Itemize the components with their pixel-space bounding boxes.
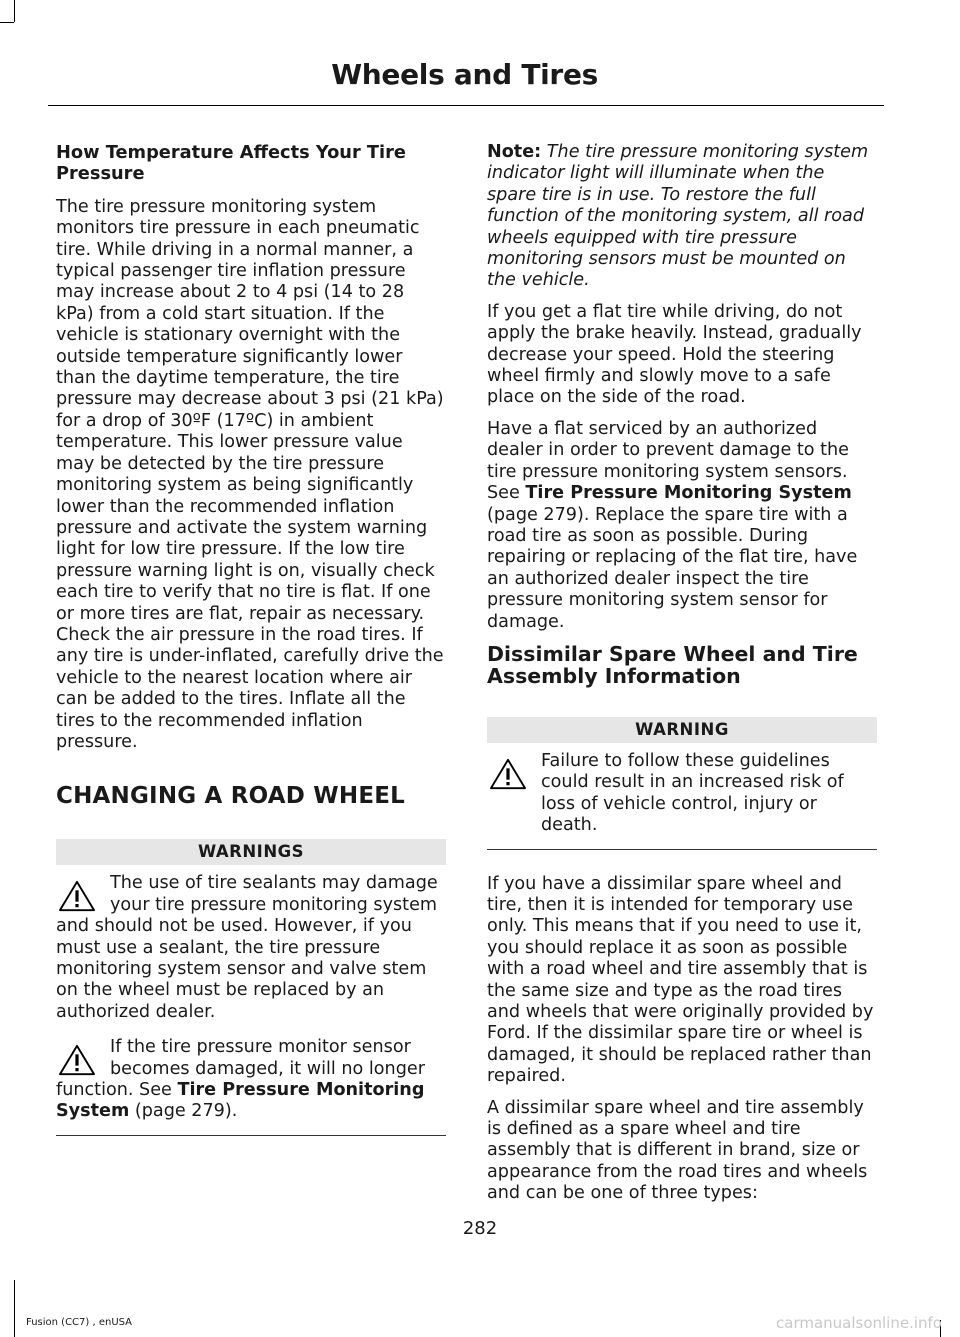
warnings-header: WARNINGS xyxy=(56,839,446,865)
crop-mark xyxy=(14,1280,15,1337)
warning-sealant-text: The use of tire sealants may damage your tire pressure monitoring system and should not be used. However, if you must use a sealant, the tire pressure monitoring system sensor and valve stem on the wheel must be replaced by an authorized dealer. xyxy=(56,873,438,1022)
definition-paragraph: A dissimilar spare wheel and tire assembly is defined as a spare wheel and tire assembly that is different in brand, size or appearance from the road tires and wheels and can be one of three types: xyxy=(487,1097,868,1204)
warnings-divider xyxy=(56,1135,446,1136)
temperature-paragraph: The tire pressure monitoring system monitors tire pressure in each pneumatic tire. While driving in a normal manner, a typical passenger tire inflation pressure may increase about 2 to 4 psi (14 to 28 kPa) from a cold start situation. If the vehicle is stationary overnight with the outside temperature significantly lower than the daytime temperature, the tire pressure may decrease about 3 psi (21 kPa) for a drop of 30ºF (17ºC) in ambient temperature. This lower pressure value may be detected by the tire pressure monitoring system as being significantly lower than the recommended inflation pressure and activate the system warning light for low tire pressure. If the low tire pressure warning light is on, visually check each tire to verify that no tire is flat. If one or more tires are flat, repair as necessary. Check the air pressure in the road tires. If any tire is under-inflated, carefully drive the vehicle to the nearest location where air can be added to the tires. Inflate all the tires to the recommended inflation pressure. xyxy=(56,196,444,752)
section-title-changing-wheel: CHANGING A ROAD WHEEL xyxy=(56,783,405,810)
warning-divider xyxy=(487,849,877,850)
service-text: Have a flat serviced by an authorized dealer in order to prevent damage to the tire pressure monitoring system sensors. See xyxy=(487,418,850,504)
warning-triangle-icon xyxy=(58,1043,96,1077)
page-number: 282 xyxy=(462,1218,498,1239)
tpms-link[interactable]: Tire Pressure Monitoring System xyxy=(56,1080,425,1122)
temperature-subhead: How Temperature Affects Your Tire Pressure xyxy=(56,142,406,185)
warning-item xyxy=(487,751,877,837)
note-label: Note: xyxy=(487,142,542,162)
warning-header: WARNING xyxy=(487,717,877,743)
crop-mark xyxy=(14,0,15,22)
header-divider xyxy=(48,105,884,106)
service-text-cont: (page 279). Replace the spare tire with a road tire as soon as possible. During repairing or replacing of the flat tire, have an authorized dealer inspect the tire pressure monitoring system sensor for damage. xyxy=(487,504,858,632)
warning-triangle-icon xyxy=(58,879,96,913)
section-title-dissimilar-spare: Dissimilar Spare Wheel and Tire Assembly Information xyxy=(487,641,858,688)
page-title: Wheels and Tires xyxy=(331,58,598,91)
watermark: carmanualsonline.info xyxy=(776,1314,942,1332)
footer-model: Fusion (CC7) , enUSA xyxy=(26,1317,133,1328)
warning-sensor-text: If the tire pressure monitor sensor becomes damaged, it will no longer function. See xyxy=(56,1037,425,1101)
service-paragraph xyxy=(487,419,877,633)
right-column xyxy=(487,142,877,1215)
warning-control-text: Failure to follow these guidelines could result in an increased risk of loss of vehicle control, injury or death. xyxy=(541,750,844,836)
left-column xyxy=(56,142,446,1160)
warning-item xyxy=(56,1037,446,1123)
crop-mark xyxy=(0,22,14,23)
note-paragraph xyxy=(487,142,877,292)
warning-triangle-icon xyxy=(489,757,527,791)
tpms-link[interactable]: Tire Pressure Monitoring System xyxy=(525,483,852,504)
dissimilar-paragraph: If you have a dissimilar spare wheel and tire, then it is intended for temporary use only. This means that if you need to use it, you should replace it as soon as possible with a road wheel and tire assembly that is the same size and type as the road tires and wheels that were originally provided by Ford. If the dissimilar spare tire or wheel is damaged, it should be replaced rather than repaired. xyxy=(487,873,874,1087)
flat-tire-paragraph: If you get a flat tire while driving, do not apply the brake heavily. Instead, gradually decrease your speed. Hold the steering wheel firmly and slowly move to a safe place on the side of the road. xyxy=(487,301,862,408)
warning-item xyxy=(56,873,446,1023)
note-text: The tire pressure monitoring system indicator light will illuminate when the spare tire is in use. To restore the full function of the monitoring system, all road wheels equipped with tire pressure monitoring sensors must be mounted on the vehicle. xyxy=(487,142,869,291)
page-ref: (page 279). xyxy=(129,1101,238,1122)
